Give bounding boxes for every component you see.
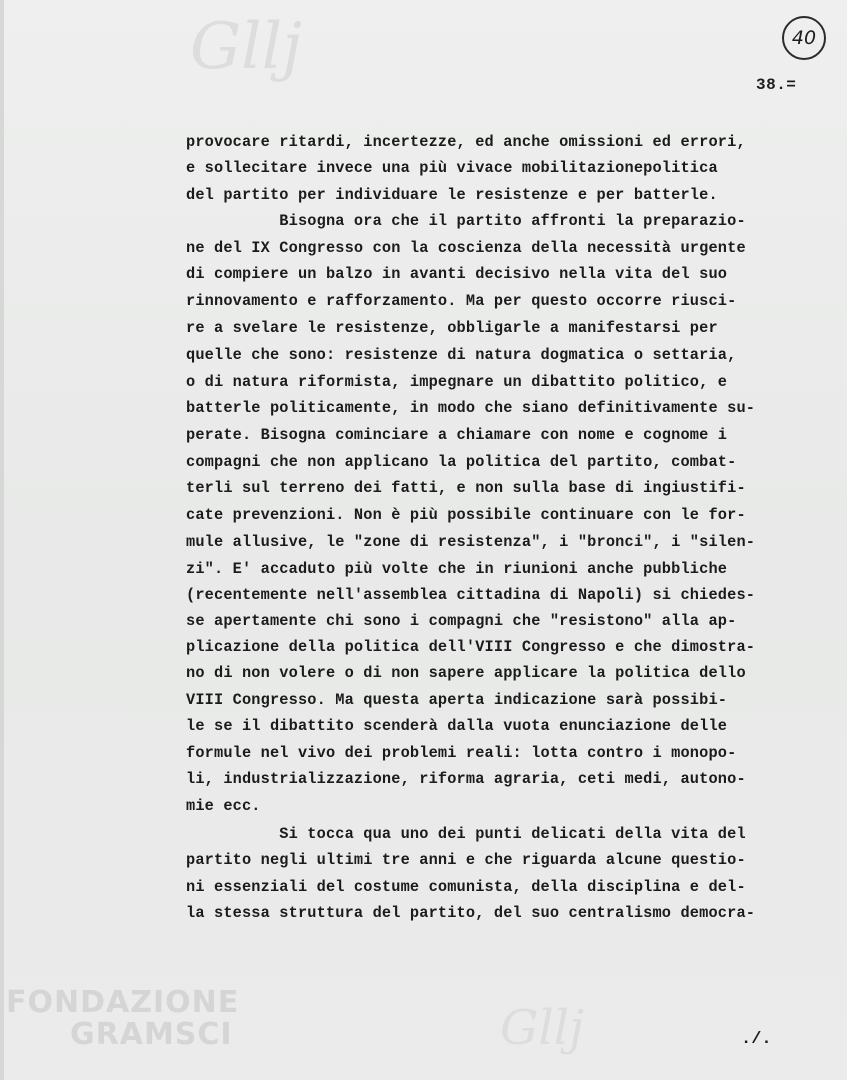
text-line: ni essenziali del costume comunista, della disciplina e del- bbox=[186, 878, 746, 896]
text-line: quelle che sono: resistenze di natura dogmatica o settaria, bbox=[186, 346, 737, 364]
text-line: no di non volere o di non sapere applicare la politica dello bbox=[186, 664, 746, 682]
text-line: plicazione della politica dell'VIII Congresso e che dimostra- bbox=[186, 638, 756, 656]
text-line: mie ecc. bbox=[186, 797, 261, 815]
folio-number: 40 bbox=[782, 16, 826, 60]
text-line: e sollecitare invece una più vivace mobilitazionepolitica bbox=[186, 159, 718, 177]
page-edge bbox=[0, 0, 4, 1080]
watermark-line1: FONDAZIONE bbox=[6, 985, 240, 1020]
watermark-line2: GRAMSCI bbox=[70, 1017, 233, 1052]
text-line: del partito per individuare le resistenze e per batterle. bbox=[186, 186, 718, 204]
text-line: (recentemente nell'assemblea cittadina di Napoli) si chiedes- bbox=[186, 586, 756, 604]
text-line: perate. Bisogna cominciare a chiamare con nome e cognome i bbox=[186, 426, 728, 444]
text-line: cate prevenzioni. Non è più possibile continuare con le for- bbox=[186, 506, 746, 524]
fondazione-gramsci-watermark bbox=[6, 985, 240, 1052]
text-line: li, industrializzazione, riforma agraria, ceti medi, autono- bbox=[186, 770, 746, 788]
ghost-handwriting: Gllj bbox=[500, 1000, 584, 1056]
text-line: mule allusive, le "zone di resistenza", i "bronci", i "silen- bbox=[186, 533, 756, 551]
text-line: formule nel vivo dei problemi reali: lotta contro i monopo- bbox=[186, 744, 737, 762]
text-line: zi". E' accaduto più volte che in riunioni anche pubbliche bbox=[186, 560, 728, 578]
text-line: partito negli ultimi tre anni e che riguarda alcune questio- bbox=[186, 851, 746, 869]
text-line: se apertamente chi sono i compagni che "resistono" alla ap- bbox=[186, 612, 737, 630]
text-line: re a svelare le resistenze, obbligarle a manifestarsi per bbox=[186, 319, 718, 337]
text-line: o di natura riformista, impegnare un dibattito politico, e bbox=[186, 373, 728, 391]
text-line: rinnovamento e rafforzamento. Ma per questo occorre riusci- bbox=[186, 292, 737, 310]
text-line: provocare ritardi, incertezze, ed anche omissioni ed errori, bbox=[186, 133, 746, 151]
text-line: Si tocca qua uno dei punti delicati della vita del bbox=[186, 825, 746, 843]
text-line: VIII Congresso. Ma questa aperta indicazione sarà possibi- bbox=[186, 691, 728, 709]
ghost-handwriting: Gllj bbox=[190, 10, 302, 84]
text-line: batterle politicamente, in modo che siano definitivamente su- bbox=[186, 399, 756, 417]
text-line: ne del IX Congresso con la coscienza della necessità urgente bbox=[186, 239, 746, 257]
text-line: Bisogna ora che il partito affronti la preparazio- bbox=[186, 212, 746, 230]
text-line: di compiere un balzo in avanti decisivo nella vita del suo bbox=[186, 265, 728, 283]
page-number: 38.= bbox=[756, 76, 797, 94]
continuation-mark: ./. bbox=[741, 1030, 772, 1049]
text-line: la stessa struttura del partito, del suo centralismo democra- bbox=[186, 904, 756, 922]
text-line: terli sul terreno dei fatti, e non sulla base di ingiustifi- bbox=[186, 479, 746, 497]
text-line: compagni che non applicano la politica del partito, combat- bbox=[186, 453, 737, 471]
text-line: le se il dibattito scenderà dalla vuota enunciazione delle bbox=[186, 717, 728, 735]
